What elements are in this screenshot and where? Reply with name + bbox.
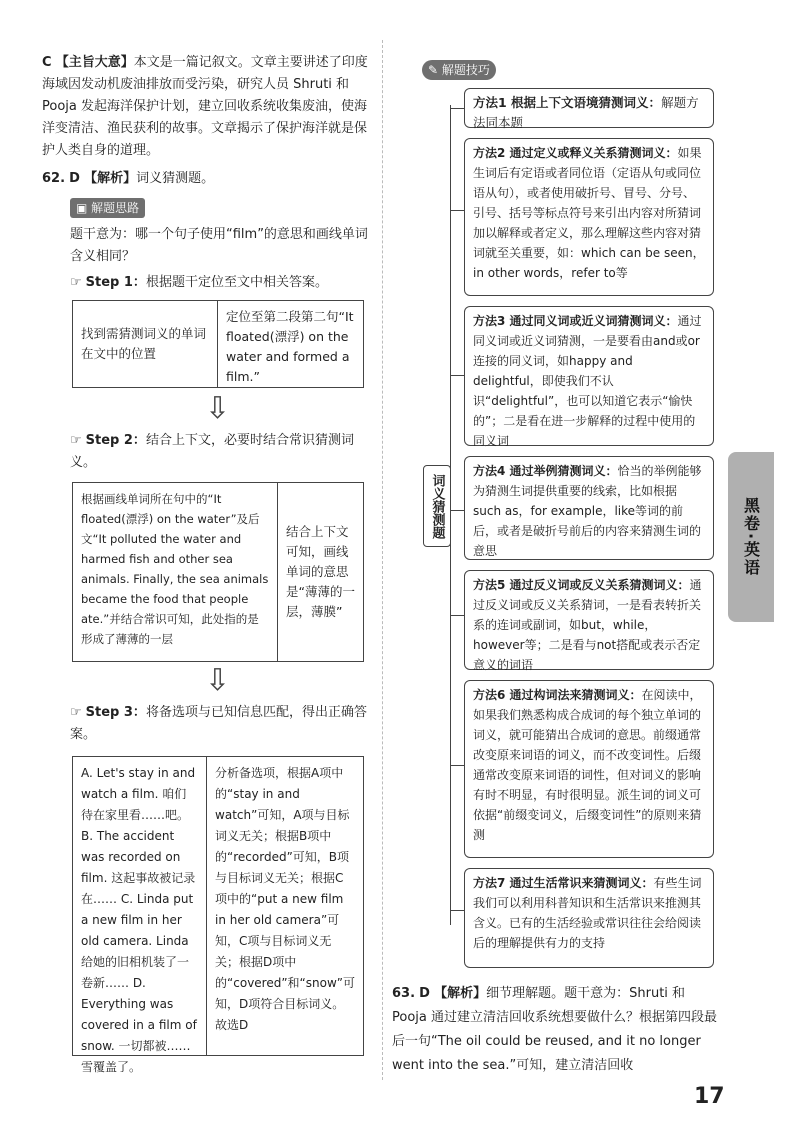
c-label: C (42, 55, 52, 70)
step3-table (72, 756, 364, 1074)
method-1: 方法1 根据上下文语境猜测词义：解题方法同本题 (464, 88, 714, 128)
pointing-hand-icon: ☞ (70, 705, 82, 720)
q62-answer: D (69, 171, 80, 186)
down-arrow-icon: ⇩ (205, 391, 231, 426)
q63-text: 细节理解题。题干意为：Shruti 和 Pooja 通过建立清洁回收系统想要做什么？根据第四段最后一句“The oil could be reused, and it no longer went into the sea.”可知，建立清洁回收 (392, 986, 717, 1073)
tree-connector (450, 910, 464, 911)
method-4: 方法4 通过举例猜测词义：恰当的举例能够为猜测生词提供重要的线索，比如根据such as，for example，like等词的前后，或者是破折号前后的内容来猜测生词的意思 (464, 456, 714, 560)
q63 (392, 982, 722, 1078)
method-7: 方法7 通过生活常识来猜测词义：有些生词我们可以利用科普知识和生活常识来推测其含义。已有的生活经验或常识往往会给阅读后的理解提供有力的支持 (464, 868, 714, 968)
skills-tag: ✎ 解题技巧 (422, 60, 496, 80)
page-number: 17 (694, 1084, 725, 1109)
down-arrow-icon: ⇩ (205, 663, 231, 698)
pointing-hand-icon: ☞ (70, 433, 82, 448)
question-meaning: 题干意为：哪一个句子使用“film”的意思和画线单词含义相同？ (70, 227, 368, 264)
passage-c-summary (42, 52, 372, 162)
method-3: 方法3 通过同义词或近义词猜测词义：通过同义词或近义词猜测，一是要看由and或or连接的同义词，如happy and delightful，即使我们不认识“delightful”，也可以知道它表示“愉快的”；二是看在进一步解释的过程中使用的同义词 (464, 306, 714, 446)
method-2: 方法2 通过定义或释义关系猜测词义：如果生词后有定语或者同位语（定语从句或同位语从句），或者使用破折号、冒号、分号、引号、括号等标点符号来引出内容对所猜词加以解释或者定义，那么理解这些内容对猜词就至关重要，如：which can be seen，in other words，refer to等 (464, 138, 714, 296)
column-divider (382, 40, 383, 1080)
step2-table (72, 482, 364, 662)
q62-tag: 【解析】 (84, 171, 137, 186)
pencil-icon: ✎ (428, 63, 442, 77)
step1-table-right: 定位至第二段第二句“It floated(漂浮) on the water and formed a film.” (226, 309, 354, 384)
thinking-icon: ▣ (76, 201, 92, 215)
tree-connector (450, 510, 464, 511)
step2: ☞ Step 2：结合上下文，必要时结合常识猜测词义。 (70, 433, 354, 470)
c-text: 本文是一篇记叙文。文章主要讲述了印度海域因发动机废油排放而受污染，研究人员 Shruti 和 Pooja 发起海洋保护计划，建立回收系统收集废油，使海洋变清洁、渔民获利的故事。文章揭示了保护海洋就是保护人类自身的道理。 (42, 55, 368, 158)
step2-table-right: 结合上下文可知，画线单词的意思是“薄薄的一层，薄膜” (286, 524, 355, 619)
method-6: 方法6 通过构词法来猜测词义：在阅读中，如果我们熟悉构成合成词的每个独立单词的词义，就可能猜出合成词的意思。前缀通常改变原来词语的词义，而不改变词性。后缀通常改变原来词语的词性，但对词义的影响有时不明显，有时很明显。派生词的词义可依据“前缀变词义，后缀变词性”的原则来猜测 (464, 680, 714, 858)
q63-answer: D (419, 986, 430, 1001)
method-5: 方法5 通过反义词或反义关系猜测词义：通过反义词或反义关系猜词，一是看表转折关系的连词或副词，如but，while，however等；二是看与not搭配或表示否定意义的词语 (464, 570, 714, 670)
step1-table-left: 找到需猜测词义的单词在文中的位置 (73, 301, 218, 387)
tree-connector (450, 765, 464, 766)
step1-table (72, 300, 364, 388)
step3: ☞ Step 3：将备选项与已知信息匹配，得出正确答案。 (70, 705, 367, 742)
tree-connector (450, 615, 464, 616)
tree-connector (450, 210, 464, 211)
c-tag: 【主旨大意】 (55, 55, 134, 70)
pointing-hand-icon: ☞ (70, 275, 82, 290)
q63-number: 63. (392, 986, 416, 1001)
step3-table-right: 分析备选项，根据A项中的“stay in and watch”可知，A项与目标词义无关；根据B项中的“recorded”可知，B项与目标词义无关；根据C项中的“put a new film in her old camera”可知，C项与目标词义无关；根据D项中的“covered”和“snow”可知，D项符合目标词义。故选D (215, 766, 356, 1032)
q62-number: 62. (42, 171, 66, 186)
side-tab: 黑卷·英语 (728, 452, 774, 622)
q62-header (42, 168, 372, 190)
q63-tag: 【解析】 (434, 986, 487, 1001)
tree-connector (450, 108, 464, 109)
q62-text: 词义猜测题。 (136, 171, 215, 186)
center-label: 词义猜测题 (423, 465, 451, 547)
step3-table-left: A. Let's stay in and watch a film. 咱们待在家里看……吧。 B. The accident was recorded on film. 这起事故被记录在…… C. Linda put a new film in her old camera. Linda给她的旧相机装了一卷新…… D. Everything was covered in a film of snow. 一切都被……雪覆盖了。 (73, 757, 207, 1055)
step1: ☞ Step 1：根据题干定位至文中相关答案。 (70, 275, 328, 290)
thinking-tag: ▣ 解题思路 (70, 198, 145, 218)
step2-table-left: 根据画线单词所在句中的“It floated(漂浮) on the water”及后文“It polluted the water and harmed fish and other sea animals. Finally, the sea animals became the food that people ate.”并结合常识可知，此处指的是形成了薄薄的一层 (73, 483, 278, 661)
tree-connector (450, 375, 464, 376)
